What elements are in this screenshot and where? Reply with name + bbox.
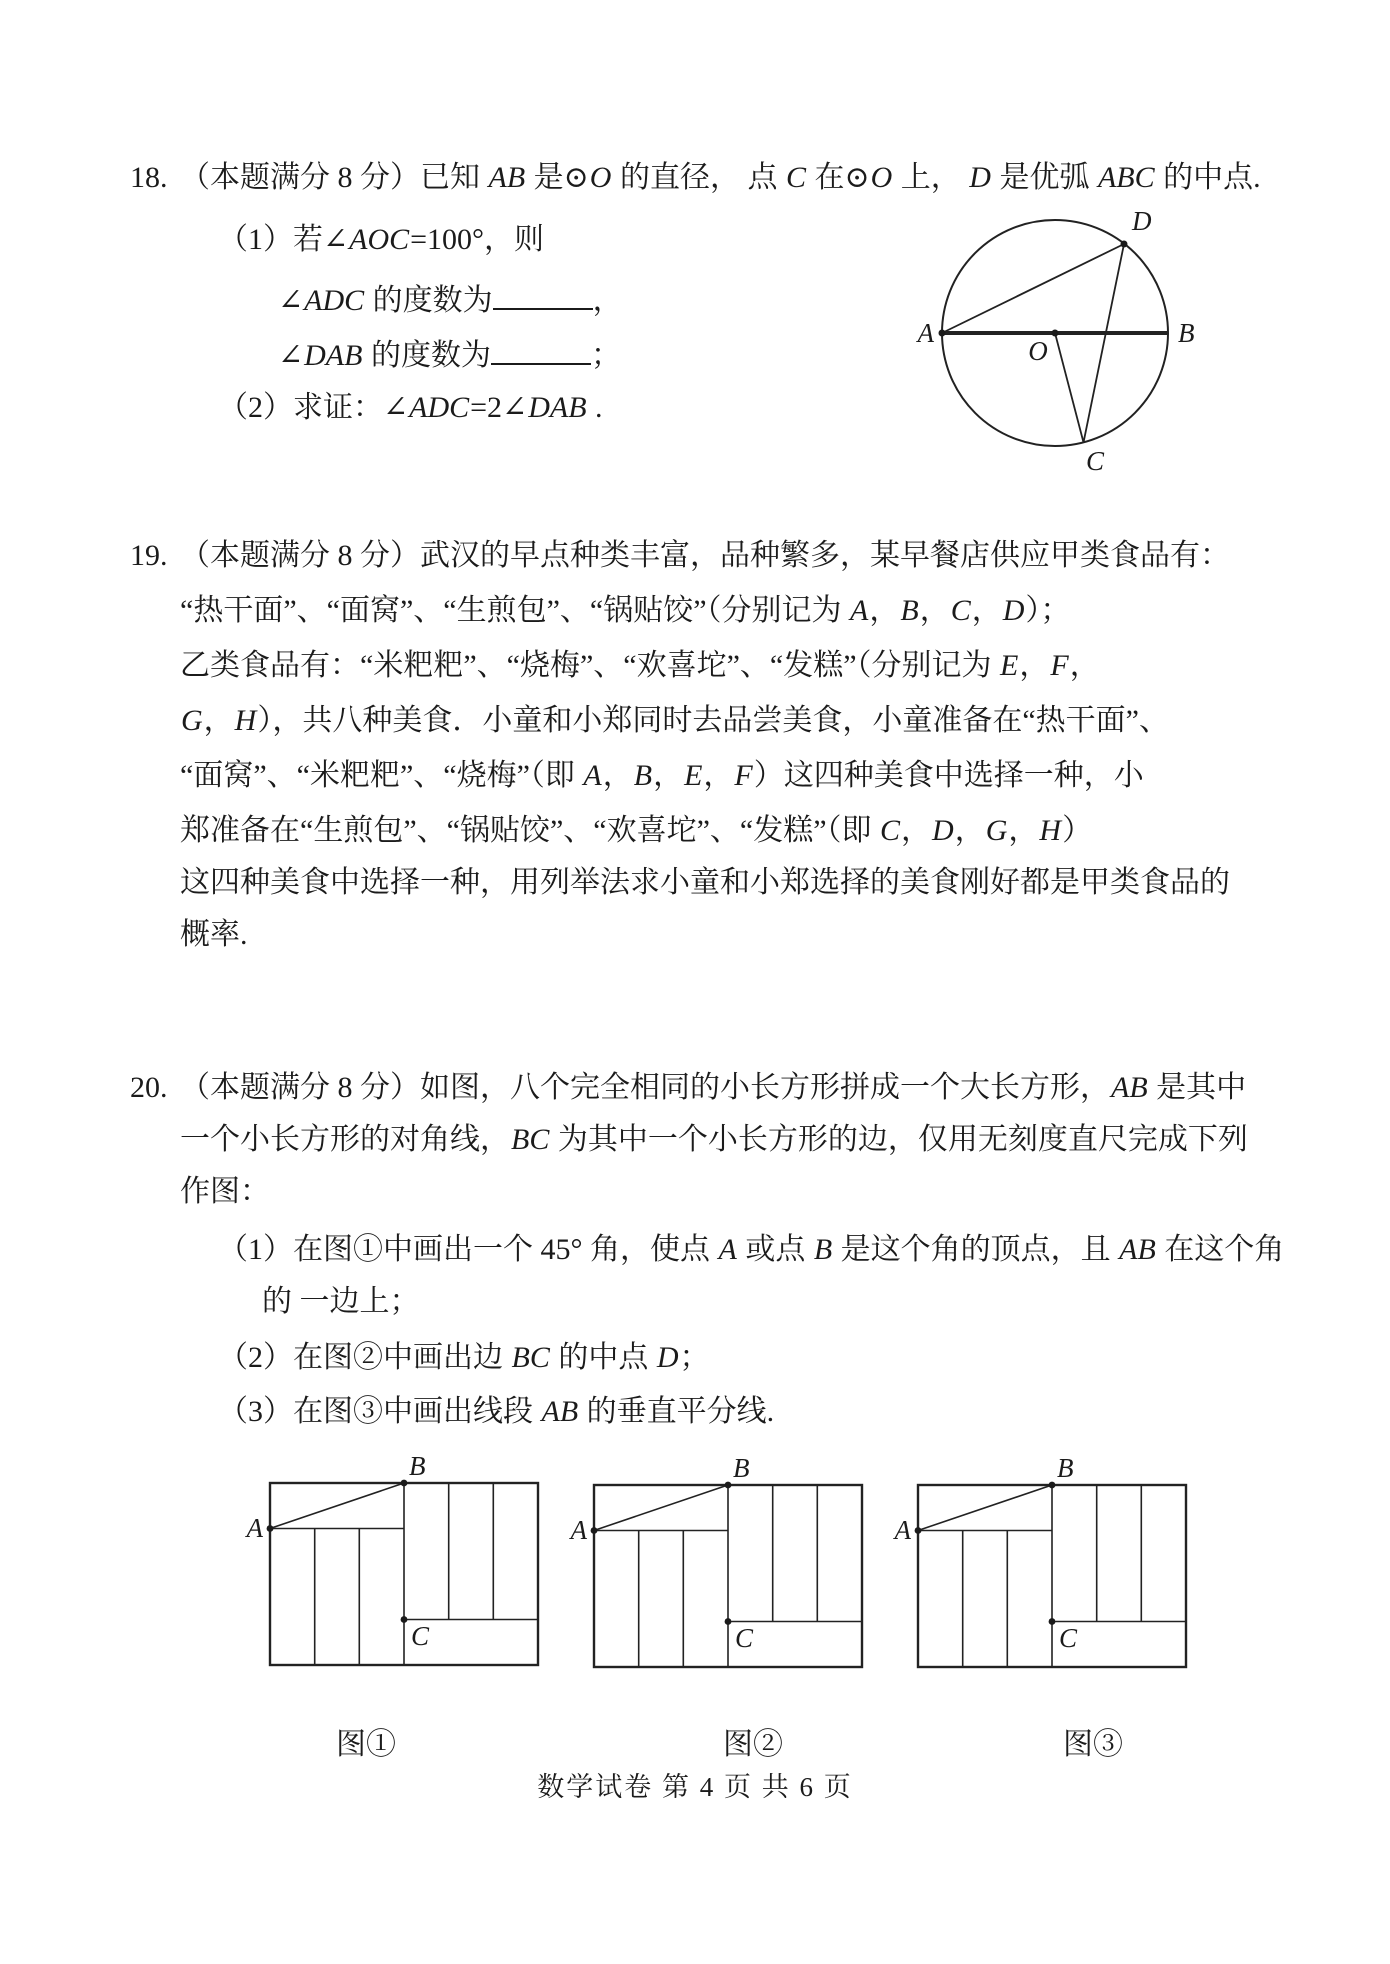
point-a-label: A (917, 318, 934, 348)
rect-figure-3 (896, 1453, 1204, 1681)
radius-oc (1055, 333, 1084, 442)
p18-line-4: ∠DAB 的度数为 ； (278, 333, 621, 373)
p19-line-6: 郑准备在“生煎包”、“锅贴饺”、“欢喜坨”、“发糕”（即 C，D，G，H） (180, 814, 1093, 847)
chord-dc (1084, 244, 1125, 442)
point-c-dot (1049, 1618, 1056, 1625)
point-b-label: B (409, 1451, 426, 1481)
point-a-label: A (246, 1513, 263, 1543)
point-b-dot (725, 1482, 732, 1489)
point-a-label: A (894, 1515, 911, 1545)
point-a-dot (591, 1527, 598, 1534)
point-b-label: B (1057, 1453, 1074, 1483)
p18-line-3: ∠ADC 的度数为 ， (278, 278, 623, 318)
point-c-label: C (1059, 1623, 1078, 1653)
p20-line-1: （本题满分 8 分）如图，八个完全相同的小长方形拼成一个大长方形，AB 是其中 (180, 1071, 1247, 1104)
point-o-label: O (1028, 336, 1048, 366)
figure-3-caption: 图③ (1063, 1728, 1123, 1761)
rect-figure-1 (248, 1451, 556, 1679)
p20-line-2: 一个小长方形的对角线，BC 为其中一个小长方形的边，仅用无刻度直尺完成下列 (180, 1123, 1248, 1156)
p19-line-8: 概率. (180, 918, 248, 951)
diagonal-ab (594, 1485, 728, 1531)
p19-line-4: G，H），共八种美食．小童和小郑同时去品尝美食，小童准备在“热干面”、 (181, 704, 1169, 737)
p18-line-2: （1）若∠AOC=100°，则 (218, 223, 545, 256)
p19-line-1: （本题满分 8 分）武汉的早点种类丰富，品种繁多，某早餐店供应甲类食品有： (180, 539, 1230, 572)
point-a-dot (939, 330, 946, 337)
circle-figure (910, 200, 1210, 485)
p20-line-3: 作图： (180, 1175, 270, 1208)
point-c-dot (725, 1618, 732, 1625)
diagonal-ab (270, 1483, 404, 1529)
point-d-label: D (1132, 206, 1152, 236)
p20-subitem-3: （3）在图③中画出线段 AB 的垂直平分线. (218, 1395, 775, 1428)
point-c-label: C (1086, 446, 1105, 476)
p20-number: 20. (130, 1071, 168, 1104)
p20-subitem-2: （2）在图②中画出边 BC 的中点 D； (218, 1341, 710, 1374)
p20-subitem-1: （1）在图①中画出一个 45° 角，使点 A 或点 B 是这个角的顶点，且 AB 在这个角 (218, 1233, 1285, 1266)
rect-figure-2 (572, 1453, 880, 1681)
figure-2-caption: 图② (723, 1728, 783, 1761)
p18-number: 18. (130, 161, 168, 194)
point-b-dot (1049, 1482, 1056, 1489)
point-c-label: C (735, 1623, 754, 1653)
diagonal-ab (918, 1485, 1052, 1531)
page-footer: 数学试卷 第 4 页 共 6 页 (537, 1772, 853, 1802)
point-d-dot (1121, 241, 1128, 248)
figure-1-caption: 图① (336, 1728, 396, 1761)
point-c-label: C (411, 1621, 430, 1651)
p19-line-7: 这四种美食中选择一种，用列举法求小童和小郑选择的美食刚好都是甲类食品的 (180, 866, 1230, 899)
point-b-dot (401, 1480, 408, 1487)
point-c-dot (401, 1616, 408, 1623)
point-a-label: A (570, 1515, 587, 1545)
chord-ad (942, 244, 1124, 333)
point-a-dot (267, 1525, 274, 1532)
point-b-label: B (1178, 318, 1195, 348)
p19-number: 19. (130, 539, 168, 572)
p18-line-1: （本题满分 8 分）已知 AB 是⊙O 的直径， 点 C 在⊙O 上， D 是优弧 ABC 的中点. (180, 161, 1261, 194)
p18-line-5: （2）求证：∠ADC=2∠DAB . (218, 391, 603, 424)
p19-line-3: 乙类食品有：“米粑粑”、“烧梅”、“欢喜坨”、“发糕”（分别记为 E，F， (180, 649, 1100, 682)
p20-subitem-1b: 的 一边上； (262, 1285, 420, 1318)
p19-line-5: “面窝”、“米粑粑”、“烧梅”（即 A，B，E，F）这四种美食中选择一种，小 (180, 759, 1144, 792)
point-o-dot (1052, 330, 1059, 337)
point-a-dot (915, 1527, 922, 1534)
point-b-label: B (733, 1453, 750, 1483)
p19-line-2: “热干面”、“面窝”、“生煎包”、“锅贴饺”（分别记为 A，B，C，D）； (180, 594, 1071, 627)
